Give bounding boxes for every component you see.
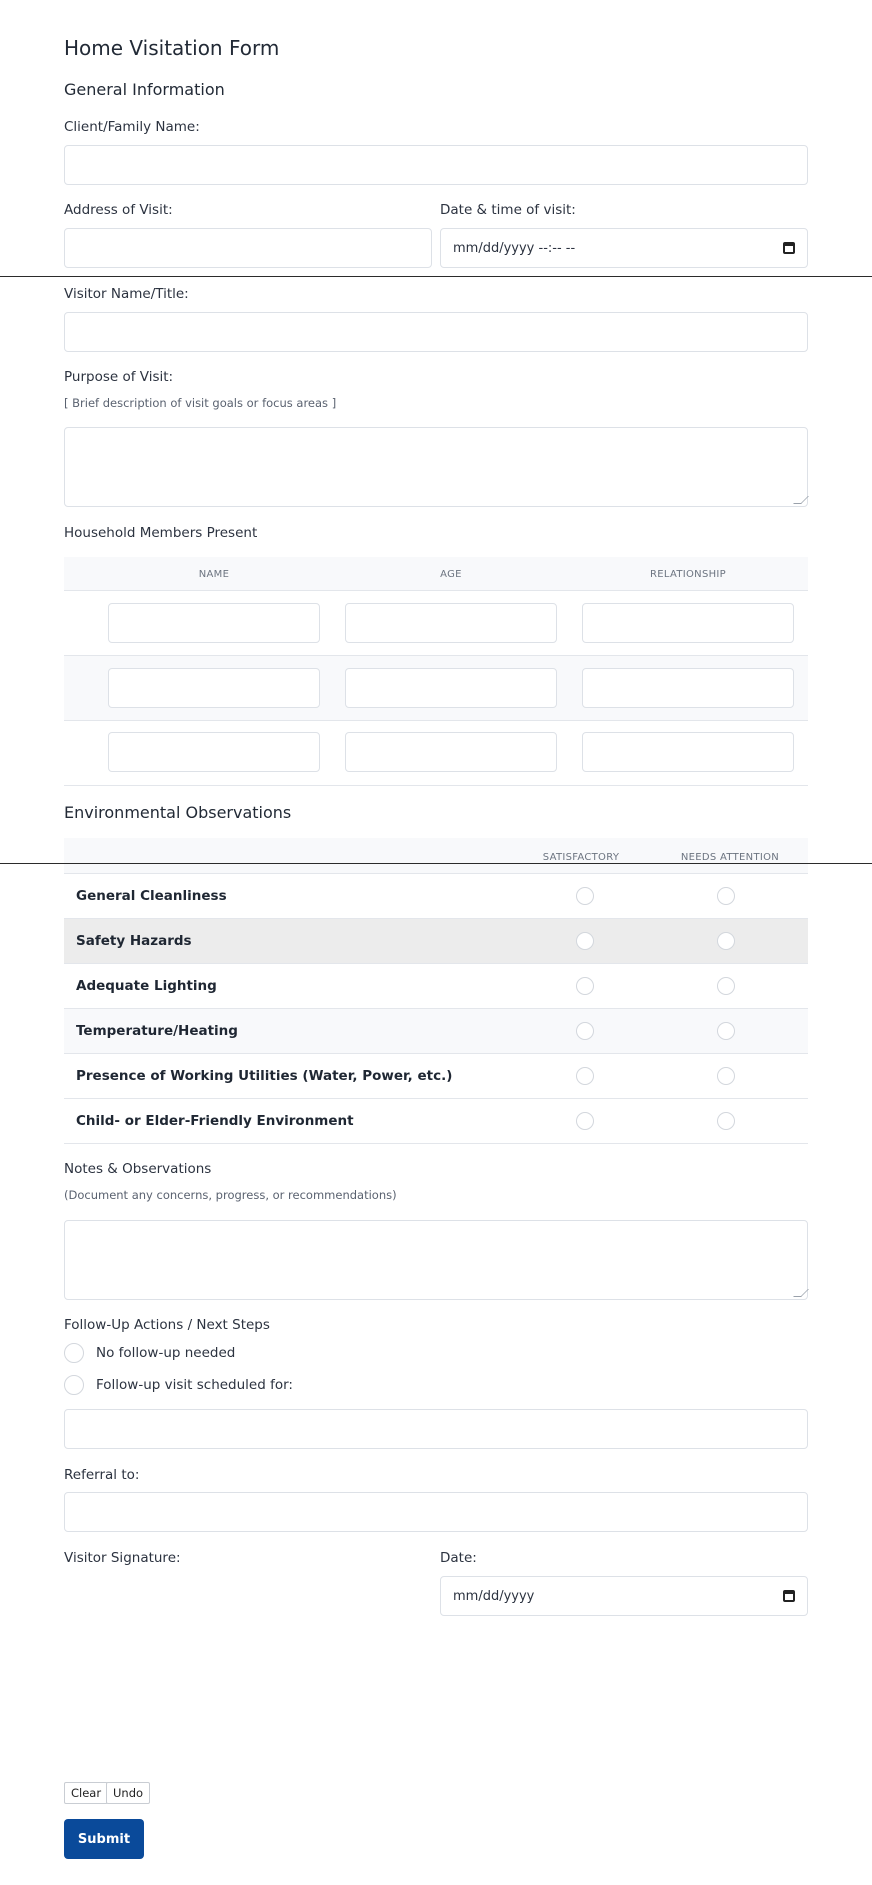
purpose-hint: [ Brief description of visit goals or focus areas ] (64, 396, 337, 410)
calendar-icon[interactable] (783, 1590, 795, 1602)
notes-hint: (Document any concerns, progress, or recommendations) (64, 1188, 397, 1202)
env-row (64, 1099, 808, 1144)
general-info-heading: General Information (64, 80, 225, 99)
satisfactory-radio[interactable] (576, 887, 594, 905)
no-followup-radio[interactable] (64, 1343, 84, 1363)
satisfactory-radio[interactable] (576, 977, 594, 995)
referral-label: Referral to: (64, 1467, 140, 1483)
env-row (64, 919, 808, 964)
household-row (64, 656, 808, 721)
notes-textarea[interactable] (64, 1220, 808, 1300)
env-row-label: Safety Hazards (76, 933, 192, 949)
env-row-label: Temperature/Heating (76, 1023, 238, 1039)
datetime-value: mm/dd/yyyy --:-- -- (453, 240, 576, 256)
page-divider (0, 863, 872, 864)
page-divider (0, 276, 872, 277)
member-age-input[interactable] (345, 668, 557, 708)
datetime-label: Date & time of visit: (440, 202, 576, 218)
signature-date-input[interactable] (440, 1576, 808, 1616)
needs-attention-radio[interactable] (717, 1112, 735, 1130)
member-age-input[interactable] (345, 732, 557, 772)
member-name-input[interactable] (108, 668, 320, 708)
member-relationship-input[interactable] (582, 668, 794, 708)
needs-attention-radio[interactable] (717, 932, 735, 950)
visitor-label: Visitor Name/Title: (64, 286, 189, 302)
header-name: NAME (198, 569, 230, 580)
env-row (64, 964, 808, 1009)
clear-signature-button[interactable]: Clear (64, 1782, 108, 1804)
header-relationship: RELATIONSHIP (650, 569, 726, 580)
address-label: Address of Visit: (64, 202, 173, 218)
needs-attention-radio[interactable] (717, 1067, 735, 1085)
env-heading: Environmental Observations (64, 803, 292, 822)
env-row-label: General Cleanliness (76, 888, 227, 904)
purpose-textarea[interactable] (64, 427, 808, 507)
env-row-label: Presence of Working Utilities (Water, Power, etc.) (76, 1068, 453, 1084)
date-label: Date: (440, 1550, 477, 1566)
submit-button[interactable]: Submit (64, 1819, 144, 1859)
datetime-input[interactable] (440, 228, 808, 268)
client-name-label: Client/Family Name: (64, 119, 200, 135)
notes-label: Notes & Observations (64, 1161, 212, 1177)
date-value: mm/dd/yyyy (453, 1588, 535, 1604)
resize-grip-icon[interactable] (793, 1289, 809, 1297)
household-row (64, 591, 808, 656)
satisfactory-radio[interactable] (576, 932, 594, 950)
member-name-input[interactable] (108, 732, 320, 772)
header-needs-attention: NEEDS ATTENTION (680, 852, 780, 863)
referral-input[interactable] (64, 1492, 808, 1532)
member-age-input[interactable] (345, 603, 557, 643)
satisfactory-radio[interactable] (576, 1022, 594, 1040)
header-satisfactory: SATISFACTORY (542, 852, 620, 863)
env-row (64, 1009, 808, 1054)
env-row (64, 1054, 808, 1099)
household-row (64, 721, 808, 786)
followup-scheduled-label: Follow-up visit scheduled for: (96, 1377, 293, 1393)
address-input[interactable] (64, 228, 432, 268)
header-age: AGE (440, 569, 462, 580)
env-row (64, 874, 808, 919)
member-name-input[interactable] (108, 603, 320, 643)
form-title: Home Visitation Form (64, 36, 280, 60)
client-name-input[interactable] (64, 145, 808, 185)
purpose-label: Purpose of Visit: (64, 369, 174, 385)
calendar-icon[interactable] (783, 242, 795, 254)
household-heading: Household Members Present (64, 525, 258, 541)
needs-attention-radio[interactable] (717, 887, 735, 905)
undo-signature-button[interactable]: Undo (106, 1782, 150, 1804)
satisfactory-radio[interactable] (576, 1112, 594, 1130)
household-table-header (64, 557, 808, 591)
visitor-input[interactable] (64, 312, 808, 352)
satisfactory-radio[interactable] (576, 1067, 594, 1085)
needs-attention-radio[interactable] (717, 1022, 735, 1040)
followup-date-input[interactable] (64, 1409, 808, 1449)
env-table-header (64, 838, 808, 874)
member-relationship-input[interactable] (582, 603, 794, 643)
env-row-label: Adequate Lighting (76, 978, 217, 994)
needs-attention-radio[interactable] (717, 977, 735, 995)
followup-heading: Follow-Up Actions / Next Steps (64, 1317, 270, 1333)
member-relationship-input[interactable] (582, 732, 794, 772)
no-followup-label: No follow-up needed (96, 1345, 236, 1361)
env-row-label: Child- or Elder-Friendly Environment (76, 1113, 354, 1129)
followup-scheduled-radio[interactable] (64, 1375, 84, 1395)
signature-pad[interactable] (64, 1575, 432, 1775)
signature-label: Visitor Signature: (64, 1550, 181, 1566)
resize-grip-icon[interactable] (793, 496, 809, 504)
